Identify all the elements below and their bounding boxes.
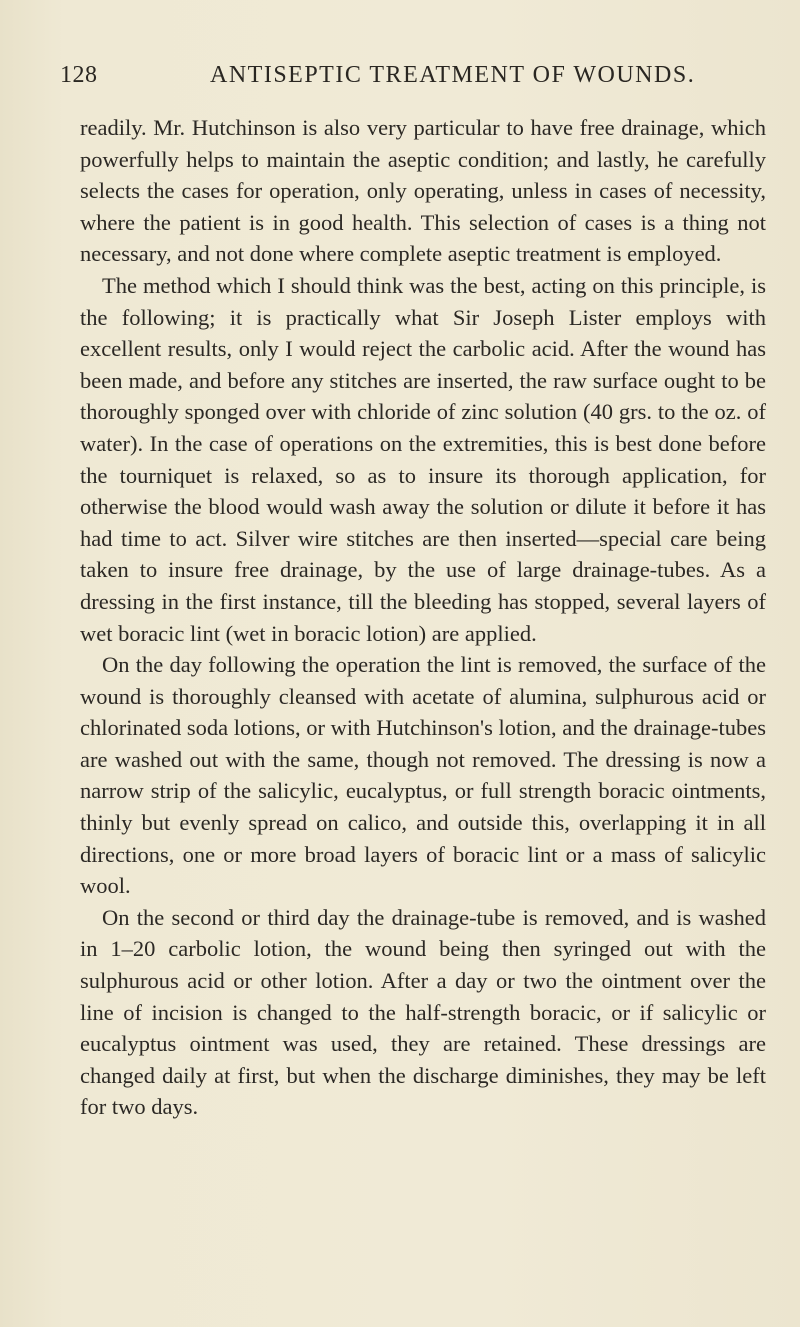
page-header (60, 62, 760, 92)
paragraph-continuation: readily. Mr. Hutchinson is also very particular to have free drainage, which powerfully helps to maintain the aseptic condition; and lastly, he carefully selects the cases for operation, only operating, unless in cases of necessity, where the patient is in good health. This selection of cases is a thing not necessary, and not done where complete aseptic treatment is employed. (80, 115, 766, 267)
running-title: ANTISEPTIC TREATMENT OF WOUNDS. (210, 62, 696, 88)
body-text (80, 112, 766, 1123)
paragraph-day-following: On the day following the operation the lint is removed, the surface of the wound is thoroughly cleansed with acetate of alumina, sulphurous acid or chlorinated soda lotions, or with Hutchinson's lotion, and the drainage-tubes are washed out with the same, though not removed. The dressing is now a narrow strip of the salicylic, eucalyptus, or full strength boracic ointments, thinly but evenly spread on calico, and outside this, overlapping it in all directions, one or more broad layers of boracic lint or a mass of salicylic wool. (80, 652, 766, 899)
paragraph-second-third-day: On the second or third day the drainage-tube is removed, and is washed in 1–20 carbolic lotion, the wound being then syringed out with the sulphurous acid or other lotion. After a day or two the ointment over the line of incision is changed to the half-strength boracic, or if salicylic or eucalyptus ointment was used, they are retained. These dressings are changed daily at first, but when the discharge diminishes, they may be left for two days. (80, 904, 766, 1120)
paragraph-method: The method which I should think was the best, acting on this principle, is the following; it is practically what Sir Joseph Lister employs with excellent results, only I would reject the carbolic acid. After the wound has been made, and before any stitches are inserted, the raw surface ought to be thoroughly sponged over with chloride of zinc solution (40 grs. to the oz. of water). In the case of operations on the extremities, this is best done before the tourniquet is relaxed, so as to insure its thorough application, for otherwise the blood would wash away the solution or dilute it before it has had time to act. Silver wire stitches are then inserted—special care being taken to insure free drainage, by the use of large drainage-tubes. As a dressing in the first instance, till the bleeding has stopped, several layers of wet boracic lint (wet in boracic lotion) are applied. (80, 272, 766, 646)
page-number: 128 (60, 62, 98, 88)
